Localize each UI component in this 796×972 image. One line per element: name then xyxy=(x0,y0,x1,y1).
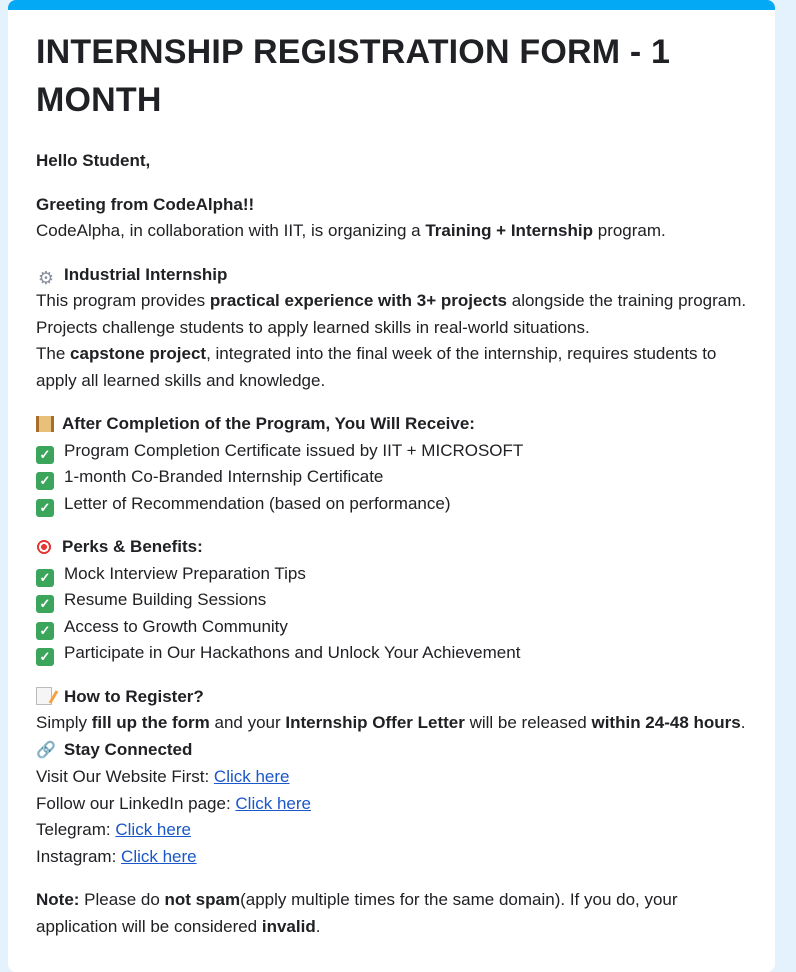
org-line: CodeAlpha, in collaboration with IIT, is organizing a Training + Internship program. xyxy=(36,221,666,240)
industrial-paragraph-1: This program provides practical experience with 3+ projects alongside the training program. Projects challenge students to apply learned skills in real-world situations. xyxy=(36,291,747,337)
form-title: INTERNSHIP REGISTRATION FORM - 1 MONTH xyxy=(36,33,671,119)
website-line: Visit Our Website First: Click here xyxy=(36,767,290,786)
connected-heading: 🔗 Stay Connected xyxy=(36,739,193,759)
telegram-line: Telegram: Click here xyxy=(36,820,191,839)
note-paragraph: Note: Please do not spam(apply multiple times for the same domain). If you do, your application will be considered invalid. xyxy=(36,890,678,936)
industrial-heading: ⚙ Industrial Internship xyxy=(37,264,228,288)
list-item: ✓ Participate in Our Hackathons and Unlock Your Achievement xyxy=(36,640,747,667)
form-card xyxy=(8,0,775,972)
check-icon: ✓ xyxy=(36,446,54,464)
check-icon: ✓ xyxy=(36,472,54,490)
register-heading: How to Register? xyxy=(36,684,747,711)
check-icon: ✓ xyxy=(36,595,54,613)
list-item: ✓ 1-month Co-Branded Internship Certificate xyxy=(36,464,747,491)
greeting: Hello Student, xyxy=(36,151,151,170)
list-item: ✓ Resume Building Sessions xyxy=(36,587,747,614)
link-icon: 🔗 xyxy=(36,741,56,759)
linkedin-line: Follow our LinkedIn page: Click here xyxy=(36,793,311,813)
linkedin-link[interactable]: Click here xyxy=(235,793,311,813)
form-description xyxy=(8,10,775,940)
completion-heading: After Completion of the Program, You Will Receive: xyxy=(36,411,747,438)
target-icon xyxy=(36,539,52,555)
check-icon: ✓ xyxy=(36,648,54,666)
scroll-icon xyxy=(36,416,54,432)
gear-icon: ⚙ xyxy=(37,267,55,288)
perks-heading: Perks & Benefits: xyxy=(36,534,747,561)
list-item: ✓ Access to Growth Community xyxy=(36,614,747,641)
memo-icon xyxy=(36,687,52,705)
industrial-paragraph-2: The capstone project, integrated into the final week of the internship, requires students to apply all learned skills and knowledge. xyxy=(36,344,717,390)
list-item: ✓ Program Completion Certificate issued by IIT + MICROSOFT xyxy=(36,438,747,465)
website-link[interactable]: Click here xyxy=(213,767,290,786)
org-heading: Greeting from CodeAlpha!! xyxy=(36,194,255,214)
check-icon: ✓ xyxy=(36,622,54,640)
check-icon: ✓ xyxy=(36,569,54,587)
check-icon: ✓ xyxy=(36,499,54,517)
list-item: ✓ Mock Interview Preparation Tips xyxy=(36,561,747,588)
instagram-link[interactable]: Click here xyxy=(121,846,197,866)
instagram-line: Instagram: Click here xyxy=(36,846,197,866)
register-paragraph: Simply fill up the form and your Internship Offer Letter will be released within 24-48 hours. xyxy=(36,713,746,732)
telegram-link[interactable]: Click here xyxy=(115,820,191,839)
list-item: ✓ Letter of Recommendation (based on performance) xyxy=(36,491,747,518)
